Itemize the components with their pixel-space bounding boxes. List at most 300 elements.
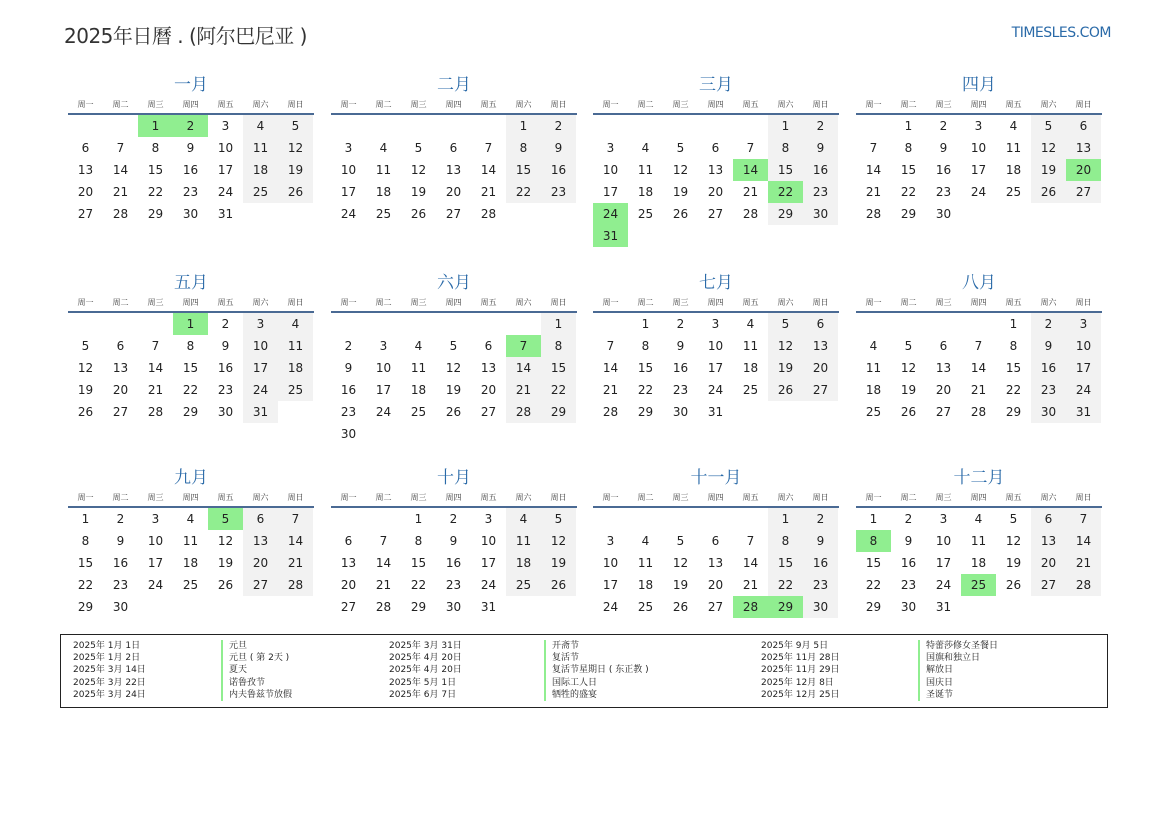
day-cell[interactable]: 2 — [803, 508, 838, 530]
day-cell[interactable]: 19 — [1031, 159, 1066, 181]
day-cell[interactable]: 21 — [375, 578, 392, 592]
day-cell[interactable]: 8 — [768, 530, 803, 552]
day-cell[interactable]: 11 — [243, 137, 278, 159]
day-cell[interactable]: 5 — [768, 313, 803, 335]
day-cell[interactable]: 21 — [1066, 552, 1101, 574]
day-cell[interactable]: 27 — [1031, 574, 1066, 596]
day-cell[interactable]: 14 — [278, 530, 313, 552]
day-cell[interactable]: 26 — [1031, 181, 1066, 203]
day-cell[interactable]: 13 — [707, 163, 724, 177]
day-cell[interactable]: 18 — [375, 185, 392, 199]
day-cell[interactable]: 18 — [970, 556, 987, 570]
day-cell[interactable]: 5 — [278, 115, 313, 137]
day-cell[interactable]: 9 — [803, 530, 838, 552]
day-cell[interactable]: 15 — [147, 163, 164, 177]
day-cell[interactable]: 19 — [445, 383, 462, 397]
day-cell[interactable]: 2 — [116, 512, 125, 526]
day-cell[interactable]: 12 — [445, 361, 462, 375]
day-cell[interactable]: 10 — [602, 556, 619, 570]
day-cell[interactable]: 21 — [480, 185, 497, 199]
day-cell[interactable]: 18 — [243, 159, 278, 181]
day-cell[interactable]: 19 — [217, 556, 234, 570]
day-cell[interactable]: 26 — [1005, 578, 1022, 592]
day-cell[interactable]: 29 — [410, 600, 427, 614]
day-cell[interactable]: 14 — [1066, 530, 1101, 552]
day-cell[interactable]: 21 — [278, 552, 313, 574]
day-cell[interactable]: 7 — [1066, 508, 1101, 530]
day-cell[interactable]: 1 — [81, 512, 90, 526]
day-cell[interactable]: 19 — [900, 383, 917, 397]
day-cell[interactable]: 4 — [641, 141, 650, 155]
day-cell[interactable]: 10 — [970, 141, 987, 155]
day-cell[interactable]: 6 — [1031, 508, 1066, 530]
day-cell[interactable]: 25 — [182, 578, 199, 592]
day-cell[interactable]: 21 — [742, 185, 759, 199]
day-cell[interactable]: 28 — [733, 596, 768, 618]
day-cell[interactable]: 26 — [445, 405, 462, 419]
day-cell[interactable]: 10 — [602, 163, 619, 177]
day-cell[interactable]: 13 — [480, 361, 497, 375]
day-cell[interactable]: 11 — [742, 339, 759, 353]
day-cell[interactable]: 14 — [733, 159, 768, 181]
day-cell[interactable]: 14 — [147, 361, 164, 375]
day-cell[interactable]: 4 — [379, 141, 388, 155]
day-cell[interactable]: 22 — [865, 578, 882, 592]
day-cell[interactable]: 1 — [641, 317, 650, 331]
day-cell[interactable]: 29 — [147, 207, 164, 221]
day-cell[interactable]: 27 — [112, 405, 129, 419]
day-cell[interactable]: 2 — [449, 512, 458, 526]
day-cell[interactable]: 15 — [1005, 361, 1022, 375]
day-cell[interactable]: 10 — [340, 163, 357, 177]
day-cell[interactable]: 23 — [1031, 379, 1066, 401]
day-cell[interactable]: 26 — [541, 574, 576, 596]
day-cell[interactable]: 28 — [1066, 574, 1101, 596]
day-cell[interactable]: 17 — [243, 357, 278, 379]
day-cell[interactable]: 6 — [803, 313, 838, 335]
day-cell[interactable]: 6 — [1066, 115, 1101, 137]
day-cell[interactable]: 16 — [803, 159, 838, 181]
day-cell[interactable]: 9 — [116, 534, 125, 548]
day-cell[interactable]: 27 — [480, 405, 497, 419]
day-cell[interactable]: 8 — [541, 335, 576, 357]
day-cell[interactable]: 16 — [541, 159, 576, 181]
day-cell[interactable]: 5 — [541, 508, 576, 530]
day-cell[interactable]: 2 — [676, 317, 685, 331]
day-cell[interactable]: 3 — [606, 141, 615, 155]
day-cell[interactable]: 16 — [900, 556, 917, 570]
day-cell[interactable]: 28 — [506, 401, 541, 423]
day-cell[interactable]: 19 — [541, 552, 576, 574]
day-cell[interactable]: 1 — [541, 313, 576, 335]
day-cell[interactable]: 20 — [803, 357, 838, 379]
day-cell[interactable]: 25 — [506, 574, 541, 596]
day-cell[interactable]: 23 — [340, 405, 357, 419]
day-cell[interactable]: 1 — [768, 508, 803, 530]
day-cell[interactable]: 20 — [707, 578, 724, 592]
day-cell[interactable]: 10 — [243, 335, 278, 357]
day-cell[interactable]: 16 — [935, 163, 952, 177]
day-cell[interactable]: 18 — [410, 383, 427, 397]
day-cell[interactable]: 1 — [768, 115, 803, 137]
day-cell[interactable]: 21 — [147, 383, 164, 397]
day-cell[interactable]: 11 — [637, 163, 654, 177]
day-cell[interactable]: 4 — [414, 339, 423, 353]
day-cell[interactable]: 9 — [904, 534, 913, 548]
day-cell[interactable]: 13 — [112, 361, 129, 375]
day-cell[interactable]: 31 — [480, 600, 497, 614]
day-cell[interactable]: 11 — [865, 361, 882, 375]
day-cell[interactable]: 7 — [278, 508, 313, 530]
day-cell[interactable]: 12 — [278, 137, 313, 159]
day-cell[interactable]: 31 — [217, 207, 234, 221]
day-cell[interactable]: 12 — [410, 163, 427, 177]
day-cell[interactable]: 5 — [676, 534, 685, 548]
day-cell[interactable]: 11 — [182, 534, 199, 548]
day-cell[interactable]: 25 — [961, 574, 996, 596]
day-cell[interactable]: 21 — [506, 379, 541, 401]
day-cell[interactable]: 4 — [278, 313, 313, 335]
day-cell[interactable]: 18 — [278, 357, 313, 379]
day-cell[interactable]: 10 — [707, 339, 724, 353]
day-cell[interactable]: 8 — [641, 339, 650, 353]
day-cell[interactable]: 4 — [641, 534, 650, 548]
day-cell[interactable]: 28 — [278, 574, 313, 596]
day-cell[interactable]: 17 — [340, 185, 357, 199]
day-cell[interactable]: 8 — [856, 530, 891, 552]
day-cell[interactable]: 11 — [1005, 141, 1022, 155]
day-cell[interactable]: 25 — [865, 405, 882, 419]
day-cell[interactable]: 4 — [869, 339, 878, 353]
day-cell[interactable]: 23 — [803, 574, 838, 596]
day-cell[interactable]: 2 — [803, 115, 838, 137]
day-cell[interactable]: 19 — [410, 185, 427, 199]
day-cell[interactable]: 8 — [81, 534, 90, 548]
day-cell[interactable]: 5 — [904, 339, 913, 353]
day-cell[interactable]: 25 — [243, 181, 278, 203]
day-cell[interactable]: 12 — [1031, 137, 1066, 159]
day-cell[interactable]: 6 — [711, 141, 720, 155]
day-cell[interactable]: 27 — [1066, 181, 1101, 203]
day-cell[interactable]: 3 — [711, 317, 720, 331]
day-cell[interactable]: 8 — [151, 141, 160, 155]
day-cell[interactable]: 13 — [707, 556, 724, 570]
day-cell[interactable]: 8 — [1009, 339, 1018, 353]
day-cell[interactable]: 24 — [707, 383, 724, 397]
day-cell[interactable]: 19 — [278, 159, 313, 181]
day-cell[interactable]: 14 — [480, 163, 497, 177]
day-cell[interactable]: 13 — [340, 556, 357, 570]
day-cell[interactable]: 2 — [939, 119, 948, 133]
day-cell[interactable]: 17 — [707, 361, 724, 375]
day-cell[interactable]: 31 — [243, 401, 278, 423]
day-cell[interactable]: 19 — [77, 383, 94, 397]
day-cell[interactable]: 13 — [445, 163, 462, 177]
day-cell[interactable]: 24 — [970, 185, 987, 199]
day-cell[interactable]: 10 — [480, 534, 497, 548]
day-cell[interactable]: 9 — [939, 141, 948, 155]
day-cell[interactable]: 22 — [900, 185, 917, 199]
day-cell[interactable]: 2 — [173, 115, 208, 137]
day-cell[interactable]: 19 — [672, 185, 689, 199]
day-cell[interactable]: 19 — [768, 357, 803, 379]
day-cell[interactable]: 15 — [900, 163, 917, 177]
day-cell[interactable]: 3 — [243, 313, 278, 335]
day-cell[interactable]: 4 — [746, 317, 755, 331]
day-cell[interactable]: 23 — [182, 185, 199, 199]
day-cell[interactable]: 27 — [243, 574, 278, 596]
day-cell[interactable]: 30 — [1031, 401, 1066, 423]
day-cell[interactable]: 22 — [182, 383, 199, 397]
day-cell[interactable]: 27 — [707, 600, 724, 614]
day-cell[interactable]: 29 — [768, 203, 803, 225]
day-cell[interactable]: 11 — [637, 556, 654, 570]
day-cell[interactable]: 30 — [445, 600, 462, 614]
day-cell[interactable]: 31 — [935, 600, 952, 614]
day-cell[interactable]: 17 — [1066, 357, 1101, 379]
day-cell[interactable]: 17 — [602, 185, 619, 199]
day-cell[interactable]: 26 — [900, 405, 917, 419]
day-cell[interactable]: 12 — [672, 163, 689, 177]
day-cell[interactable]: 19 — [1005, 556, 1022, 570]
day-cell[interactable]: 5 — [449, 339, 458, 353]
day-cell[interactable]: 12 — [1005, 534, 1022, 548]
day-cell[interactable]: 25 — [742, 383, 759, 397]
day-cell[interactable]: 24 — [147, 578, 164, 592]
day-cell[interactable]: 28 — [602, 405, 619, 419]
day-cell[interactable]: 13 — [1066, 137, 1101, 159]
day-cell[interactable]: 20 — [77, 185, 94, 199]
day-cell[interactable]: 27 — [935, 405, 952, 419]
day-cell[interactable]: 12 — [77, 361, 94, 375]
day-cell[interactable]: 26 — [672, 600, 689, 614]
day-cell[interactable]: 16 — [112, 556, 129, 570]
day-cell[interactable]: 9 — [676, 339, 685, 353]
day-cell[interactable]: 3 — [484, 512, 493, 526]
day-cell[interactable]: 16 — [182, 163, 199, 177]
day-cell[interactable]: 4 — [243, 115, 278, 137]
day-cell[interactable]: 29 — [865, 600, 882, 614]
day-cell[interactable]: 25 — [637, 207, 654, 221]
day-cell[interactable]: 29 — [77, 600, 94, 614]
day-cell[interactable]: 26 — [278, 181, 313, 203]
day-cell[interactable]: 29 — [1005, 405, 1022, 419]
day-cell[interactable]: 5 — [676, 141, 685, 155]
day-cell[interactable]: 26 — [77, 405, 94, 419]
day-cell[interactable]: 4 — [506, 508, 541, 530]
day-cell[interactable]: 25 — [375, 207, 392, 221]
day-cell[interactable]: 9 — [449, 534, 458, 548]
day-cell[interactable]: 16 — [445, 556, 462, 570]
day-cell[interactable]: 7 — [116, 141, 125, 155]
day-cell[interactable]: 7 — [869, 141, 878, 155]
day-cell[interactable]: 25 — [1005, 185, 1022, 199]
day-cell[interactable]: 15 — [768, 159, 803, 181]
day-cell[interactable]: 5 — [81, 339, 90, 353]
day-cell[interactable]: 15 — [182, 361, 199, 375]
day-cell[interactable]: 23 — [900, 578, 917, 592]
day-cell[interactable]: 5 — [1031, 115, 1066, 137]
day-cell[interactable]: 24 — [340, 207, 357, 221]
day-cell[interactable]: 1 — [869, 512, 878, 526]
day-cell[interactable]: 22 — [768, 181, 803, 203]
day-cell[interactable]: 16 — [803, 552, 838, 574]
day-cell[interactable]: 6 — [243, 508, 278, 530]
day-cell[interactable]: 30 — [182, 207, 199, 221]
day-cell[interactable]: 25 — [637, 600, 654, 614]
day-cell[interactable]: 17 — [375, 383, 392, 397]
day-cell[interactable]: 3 — [151, 512, 160, 526]
day-cell[interactable]: 15 — [865, 556, 882, 570]
day-cell[interactable]: 24 — [375, 405, 392, 419]
day-cell[interactable]: 30 — [935, 207, 952, 221]
day-cell[interactable]: 13 — [243, 530, 278, 552]
day-cell[interactable]: 29 — [637, 405, 654, 419]
day-cell[interactable]: 22 — [768, 574, 803, 596]
day-cell[interactable]: 8 — [768, 137, 803, 159]
day-cell[interactable]: 4 — [186, 512, 195, 526]
day-cell[interactable]: 16 — [340, 383, 357, 397]
day-cell[interactable]: 9 — [541, 137, 576, 159]
day-cell[interactable]: 30 — [217, 405, 234, 419]
day-cell[interactable]: 7 — [484, 141, 493, 155]
day-cell[interactable]: 6 — [484, 339, 493, 353]
day-cell[interactable]: 3 — [974, 119, 983, 133]
day-cell[interactable]: 30 — [803, 203, 838, 225]
day-cell[interactable]: 24 — [243, 379, 278, 401]
day-cell[interactable]: 31 — [1066, 401, 1101, 423]
day-cell[interactable]: 30 — [112, 600, 129, 614]
day-cell[interactable]: 16 — [1031, 357, 1066, 379]
day-cell[interactable]: 19 — [672, 578, 689, 592]
day-cell[interactable]: 23 — [672, 383, 689, 397]
day-cell[interactable]: 8 — [414, 534, 423, 548]
day-cell[interactable]: 29 — [768, 596, 803, 618]
day-cell[interactable]: 29 — [900, 207, 917, 221]
day-cell[interactable]: 3 — [379, 339, 388, 353]
day-cell[interactable]: 8 — [186, 339, 195, 353]
day-cell[interactable]: 13 — [77, 163, 94, 177]
day-cell[interactable]: 12 — [541, 530, 576, 552]
site-logo[interactable]: TIMESLES.COM — [1011, 25, 1111, 41]
day-cell[interactable]: 2 — [904, 512, 913, 526]
day-cell[interactable]: 26 — [768, 379, 803, 401]
day-cell[interactable]: 28 — [970, 405, 987, 419]
day-cell[interactable]: 14 — [375, 556, 392, 570]
day-cell[interactable]: 14 — [865, 163, 882, 177]
day-cell[interactable]: 7 — [746, 534, 755, 548]
day-cell[interactable]: 8 — [904, 141, 913, 155]
day-cell[interactable]: 28 — [375, 600, 392, 614]
day-cell[interactable]: 29 — [541, 401, 576, 423]
day-cell[interactable]: 20 — [935, 383, 952, 397]
day-cell[interactable]: 24 — [593, 203, 628, 225]
day-cell[interactable]: 18 — [637, 185, 654, 199]
day-cell[interactable]: 22 — [541, 379, 576, 401]
day-cell[interactable]: 30 — [803, 596, 838, 618]
day-cell[interactable]: 1 — [138, 115, 173, 137]
day-cell[interactable]: 17 — [970, 163, 987, 177]
day-cell[interactable]: 17 — [480, 556, 497, 570]
day-cell[interactable]: 12 — [900, 361, 917, 375]
day-cell[interactable]: 11 — [410, 361, 427, 375]
day-cell[interactable]: 22 — [1005, 383, 1022, 397]
day-cell[interactable]: 20 — [340, 578, 357, 592]
day-cell[interactable]: 4 — [1009, 119, 1018, 133]
day-cell[interactable]: 1 — [904, 119, 913, 133]
day-cell[interactable]: 14 — [970, 361, 987, 375]
day-cell[interactable]: 22 — [410, 578, 427, 592]
day-cell[interactable]: 22 — [77, 578, 94, 592]
day-cell[interactable]: 10 — [147, 534, 164, 548]
day-cell[interactable]: 3 — [606, 534, 615, 548]
day-cell[interactable]: 9 — [221, 339, 230, 353]
day-cell[interactable]: 23 — [541, 181, 576, 203]
day-cell[interactable]: 25 — [410, 405, 427, 419]
day-cell[interactable]: 13 — [935, 361, 952, 375]
day-cell[interactable]: 21 — [742, 578, 759, 592]
day-cell[interactable]: 20 — [1031, 552, 1066, 574]
day-cell[interactable]: 21 — [865, 185, 882, 199]
day-cell[interactable]: 21 — [112, 185, 129, 199]
day-cell[interactable]: 28 — [480, 207, 497, 221]
day-cell[interactable]: 20 — [243, 552, 278, 574]
day-cell[interactable]: 24 — [935, 578, 952, 592]
day-cell[interactable]: 11 — [506, 530, 541, 552]
day-cell[interactable]: 18 — [865, 383, 882, 397]
day-cell[interactable]: 14 — [602, 361, 619, 375]
day-cell[interactable]: 1 — [1009, 317, 1018, 331]
day-cell[interactable]: 15 — [541, 357, 576, 379]
day-cell[interactable]: 15 — [77, 556, 94, 570]
day-cell[interactable]: 29 — [182, 405, 199, 419]
day-cell[interactable]: 15 — [768, 552, 803, 574]
day-cell[interactable]: 18 — [506, 552, 541, 574]
day-cell[interactable]: 3 — [344, 141, 353, 155]
day-cell[interactable]: 14 — [742, 556, 759, 570]
day-cell[interactable]: 23 — [803, 181, 838, 203]
day-cell[interactable]: 18 — [182, 556, 199, 570]
day-cell[interactable]: 1 — [173, 313, 208, 335]
day-cell[interactable]: 9 — [186, 141, 195, 155]
day-cell[interactable]: 7 — [379, 534, 388, 548]
day-cell[interactable]: 20 — [445, 185, 462, 199]
day-cell[interactable]: 20 — [1066, 159, 1101, 181]
day-cell[interactable]: 16 — [672, 361, 689, 375]
day-cell[interactable]: 22 — [637, 383, 654, 397]
day-cell[interactable]: 7 — [151, 339, 160, 353]
day-cell[interactable]: 24 — [217, 185, 234, 199]
day-cell[interactable]: 25 — [278, 379, 313, 401]
day-cell[interactable]: 6 — [344, 534, 353, 548]
day-cell[interactable]: 9 — [344, 361, 353, 375]
day-cell[interactable]: 10 — [375, 361, 392, 375]
day-cell[interactable]: 28 — [112, 207, 129, 221]
day-cell[interactable]: 2 — [1031, 313, 1066, 335]
day-cell[interactable]: 5 — [414, 141, 423, 155]
day-cell[interactable]: 28 — [865, 207, 882, 221]
day-cell[interactable]: 23 — [445, 578, 462, 592]
day-cell[interactable]: 26 — [672, 207, 689, 221]
day-cell[interactable]: 27 — [445, 207, 462, 221]
day-cell[interactable]: 6 — [116, 339, 125, 353]
day-cell[interactable]: 18 — [637, 578, 654, 592]
day-cell[interactable]: 26 — [410, 207, 427, 221]
day-cell[interactable]: 15 — [410, 556, 427, 570]
day-cell[interactable]: 17 — [602, 578, 619, 592]
day-cell[interactable]: 17 — [217, 163, 234, 177]
day-cell[interactable]: 27 — [803, 379, 838, 401]
